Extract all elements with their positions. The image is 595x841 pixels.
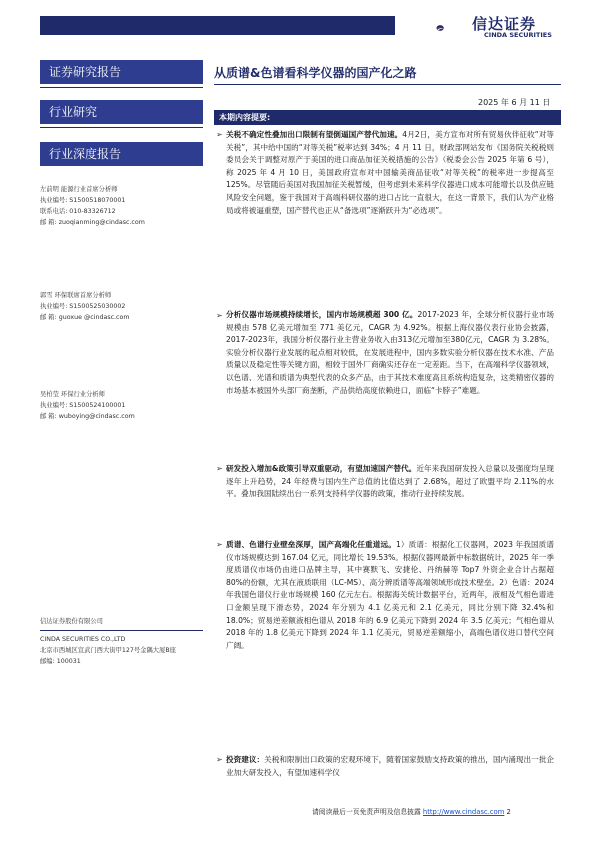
paragraph-lead: 质谱、色谱行业壁垒深厚，国产高端化任重道远。	[226, 540, 396, 549]
report-title: 从质谱&色谱看科学仪器的国产化之路	[214, 66, 417, 80]
title-underline	[214, 84, 561, 85]
page-footer	[312, 806, 511, 816]
analyst-email: 邮 箱: wuboying@cindasc.com	[40, 413, 135, 420]
sidebar-label-report-type: 证券研究报告	[40, 60, 203, 84]
disclaimer-text: 请阅读最后一页免责声明及信息披露	[312, 808, 423, 816]
sidebar-label-industry-research: 行业研究	[40, 100, 203, 124]
company-name-en: CINDA SECURITIES CO.,LTD	[40, 636, 126, 643]
company-postcode: 邮编: 100031	[40, 658, 81, 665]
arrow-bullet-icon: ➢	[216, 464, 223, 473]
website-link[interactable]: http://www.cindasc.com	[422, 808, 505, 816]
paragraph-body: 关税和限制出口政策的宏观环境下，随着国家鼓励支持政策的推出，国内涌现出一批企业加大研发投入，有望加速科学仪	[226, 755, 555, 777]
divider	[40, 87, 203, 88]
page-number: 2	[506, 808, 511, 816]
paragraph-lead: 研发投入增加&政策引导双重驱动，有望加速国产替代。	[226, 464, 417, 473]
company-name-cn: 信达证券股份有限公司	[40, 618, 103, 625]
summary-paragraph	[226, 309, 554, 397]
company-address: 北京市西城区宣武门西大街甲127号金隅大厦B座	[40, 647, 176, 654]
analyst-name: 左前明 能源行业首席分析师	[40, 186, 118, 193]
arrow-bullet-icon: ➢	[216, 130, 223, 139]
analyst-license: 执业编号: S1500518070001	[40, 197, 126, 204]
divider	[40, 127, 203, 128]
analyst-email: 邮 箱: guoxue @cindasc.com	[40, 314, 130, 321]
summary-paragraph	[226, 129, 554, 217]
logo-subtext: CINDA SECURITIES	[484, 31, 552, 39]
sidebar-label-deep-report: 行业深度报告	[40, 142, 203, 166]
paragraph-body: 1）质谱：根据化工仪器网，2023 年我国质谱仪市场规模达到 167.04 亿元，同比增长 19.53%。根据仪器网最新中标数据统计，2025 年一季度质谱仪市场仍由进口品牌主导，其中赛默飞、安捷伦、丹纳赫等 Top7 外资企业合计占据超 80%的份额，尤其在液质联用（LC-MS）、高分辨质谱等高端领域形成技术壁垒。2）色谱：2024 年我国色谱仪行业市场规模 160 亿元左右。根据海关统计数据平台，近两年，液相及气相色谱进口金额呈现下滑态势，2024 年分别为 4.1 亿美元和 2.1 亿美元，同比分别下降 32.4%和 18.0%；贸易逆差额液相色谱从 2018 年的 6.9 亿美元下降到 2024 年 3.5 亿美元；气相色谱从 2018 年的 1.8 亿美元下降到 2024 年 1.1 亿美元，贸易逆差额缩小，高端色谱仪进口替代空间广阔。	[226, 540, 555, 650]
summary-paragraph	[226, 463, 554, 501]
paragraph-body: 近年来我国研发投入总量以及强度均呈现逐年上升趋势，24 年经费与国内生产总值的比值达到了 2.68%，超过了欧盟平均 2.11%的水平。叠加我国陆续出台一系列支持科学仪器的政策，推动行业持续发展。	[226, 464, 555, 499]
analyst-name: 郭雪 环保联席首席分析师	[40, 292, 112, 299]
analyst-email: 邮 箱: zuoqianming@cindasc.com	[40, 219, 145, 226]
cinda-logo-icon	[436, 14, 470, 42]
arrow-bullet-icon: ➢	[216, 311, 223, 320]
company-info	[40, 616, 205, 667]
analyst-name: 吴柏莹 环保行业分析师	[40, 391, 105, 398]
analyst-phone: 联系电话: 010-83326712	[40, 208, 116, 215]
paragraph-lead: 分析仪器市场规模持续增长，国内市场规模超 300 亿。	[226, 310, 418, 319]
paragraph-lead: 关税不确定性叠加出口限制有望倒逼国产替代加速。	[226, 130, 403, 139]
logo-text: 信达证券	[472, 15, 537, 33]
section-heading: 本期内容提要:	[214, 110, 561, 125]
header-bar	[40, 16, 395, 35]
arrow-bullet-icon: ➢	[216, 755, 223, 764]
analyst-license: 执业编号: S1500524100001	[40, 402, 126, 409]
paragraph-lead: 投资建议：	[226, 755, 265, 764]
summary-paragraph	[226, 539, 554, 652]
arrow-bullet-icon: ➢	[216, 540, 223, 549]
analyst-block	[40, 290, 205, 323]
analyst-license: 执业编号: S1500525030002	[40, 303, 126, 310]
report-date: 2025 年 6 月 11 日	[478, 98, 551, 107]
paragraph-body: 4月2日，美方宣布对所有贸易伙伴征收“对等关税”，其中给中国的“对等关税”税率达到 34%；4 月 11 日，财政部网站发布《国务院关税税则委员会关于调整对原产于美国的进口商品加征关税措施的公告》（税委会公告 2025 年第 6 号），称 2025 年 4 月 10 日，美国政府宣布对中国输美商品征收“对等关税”的税率进一步提高至 125%。尽管随后美国对我国加征关税暂缓，但考虑到未来科学仪器进口成本可能增长以及供应链风险安全问题，鉴于我国对于高端科研仪器的进口占比一直很大，在这一背景下，我们认为产业格局或将被逼重塑，国产替代也正从“备选项”逐渐跃升为“必选项”。	[226, 130, 554, 215]
paragraph-body: 2017-2023 年，全球分析仪器行业市场规模由 578 亿美元增加至 771 美亿元，CAGR 为 4.92%。根据上海仪器仪表行业协会披露，2017-2023年，我国分析仪器行业主营业务收入由313亿元增加至380亿元，CAGR 为 3.28%。实验分析仪器行业发展的起点相对较低，在发展进程中，国内多数实验分析仪器在技术水准、产品质量以及稳定性等关键方面，相较于国外厂商确实还存在一定差距。当下，在高端科学仪器领域，以色谱、光谱和质谱为典型代表的众多产品，由于其技术难度高且系统构造复杂，这类精密仪器的市场基本被国外头部厂商垄断，产品供给高度依赖进口，面临“卡脖子”难题。	[226, 310, 555, 395]
summary-paragraph	[226, 754, 554, 779]
analyst-block	[40, 389, 205, 422]
analyst-block	[40, 184, 205, 228]
divider	[40, 630, 203, 631]
